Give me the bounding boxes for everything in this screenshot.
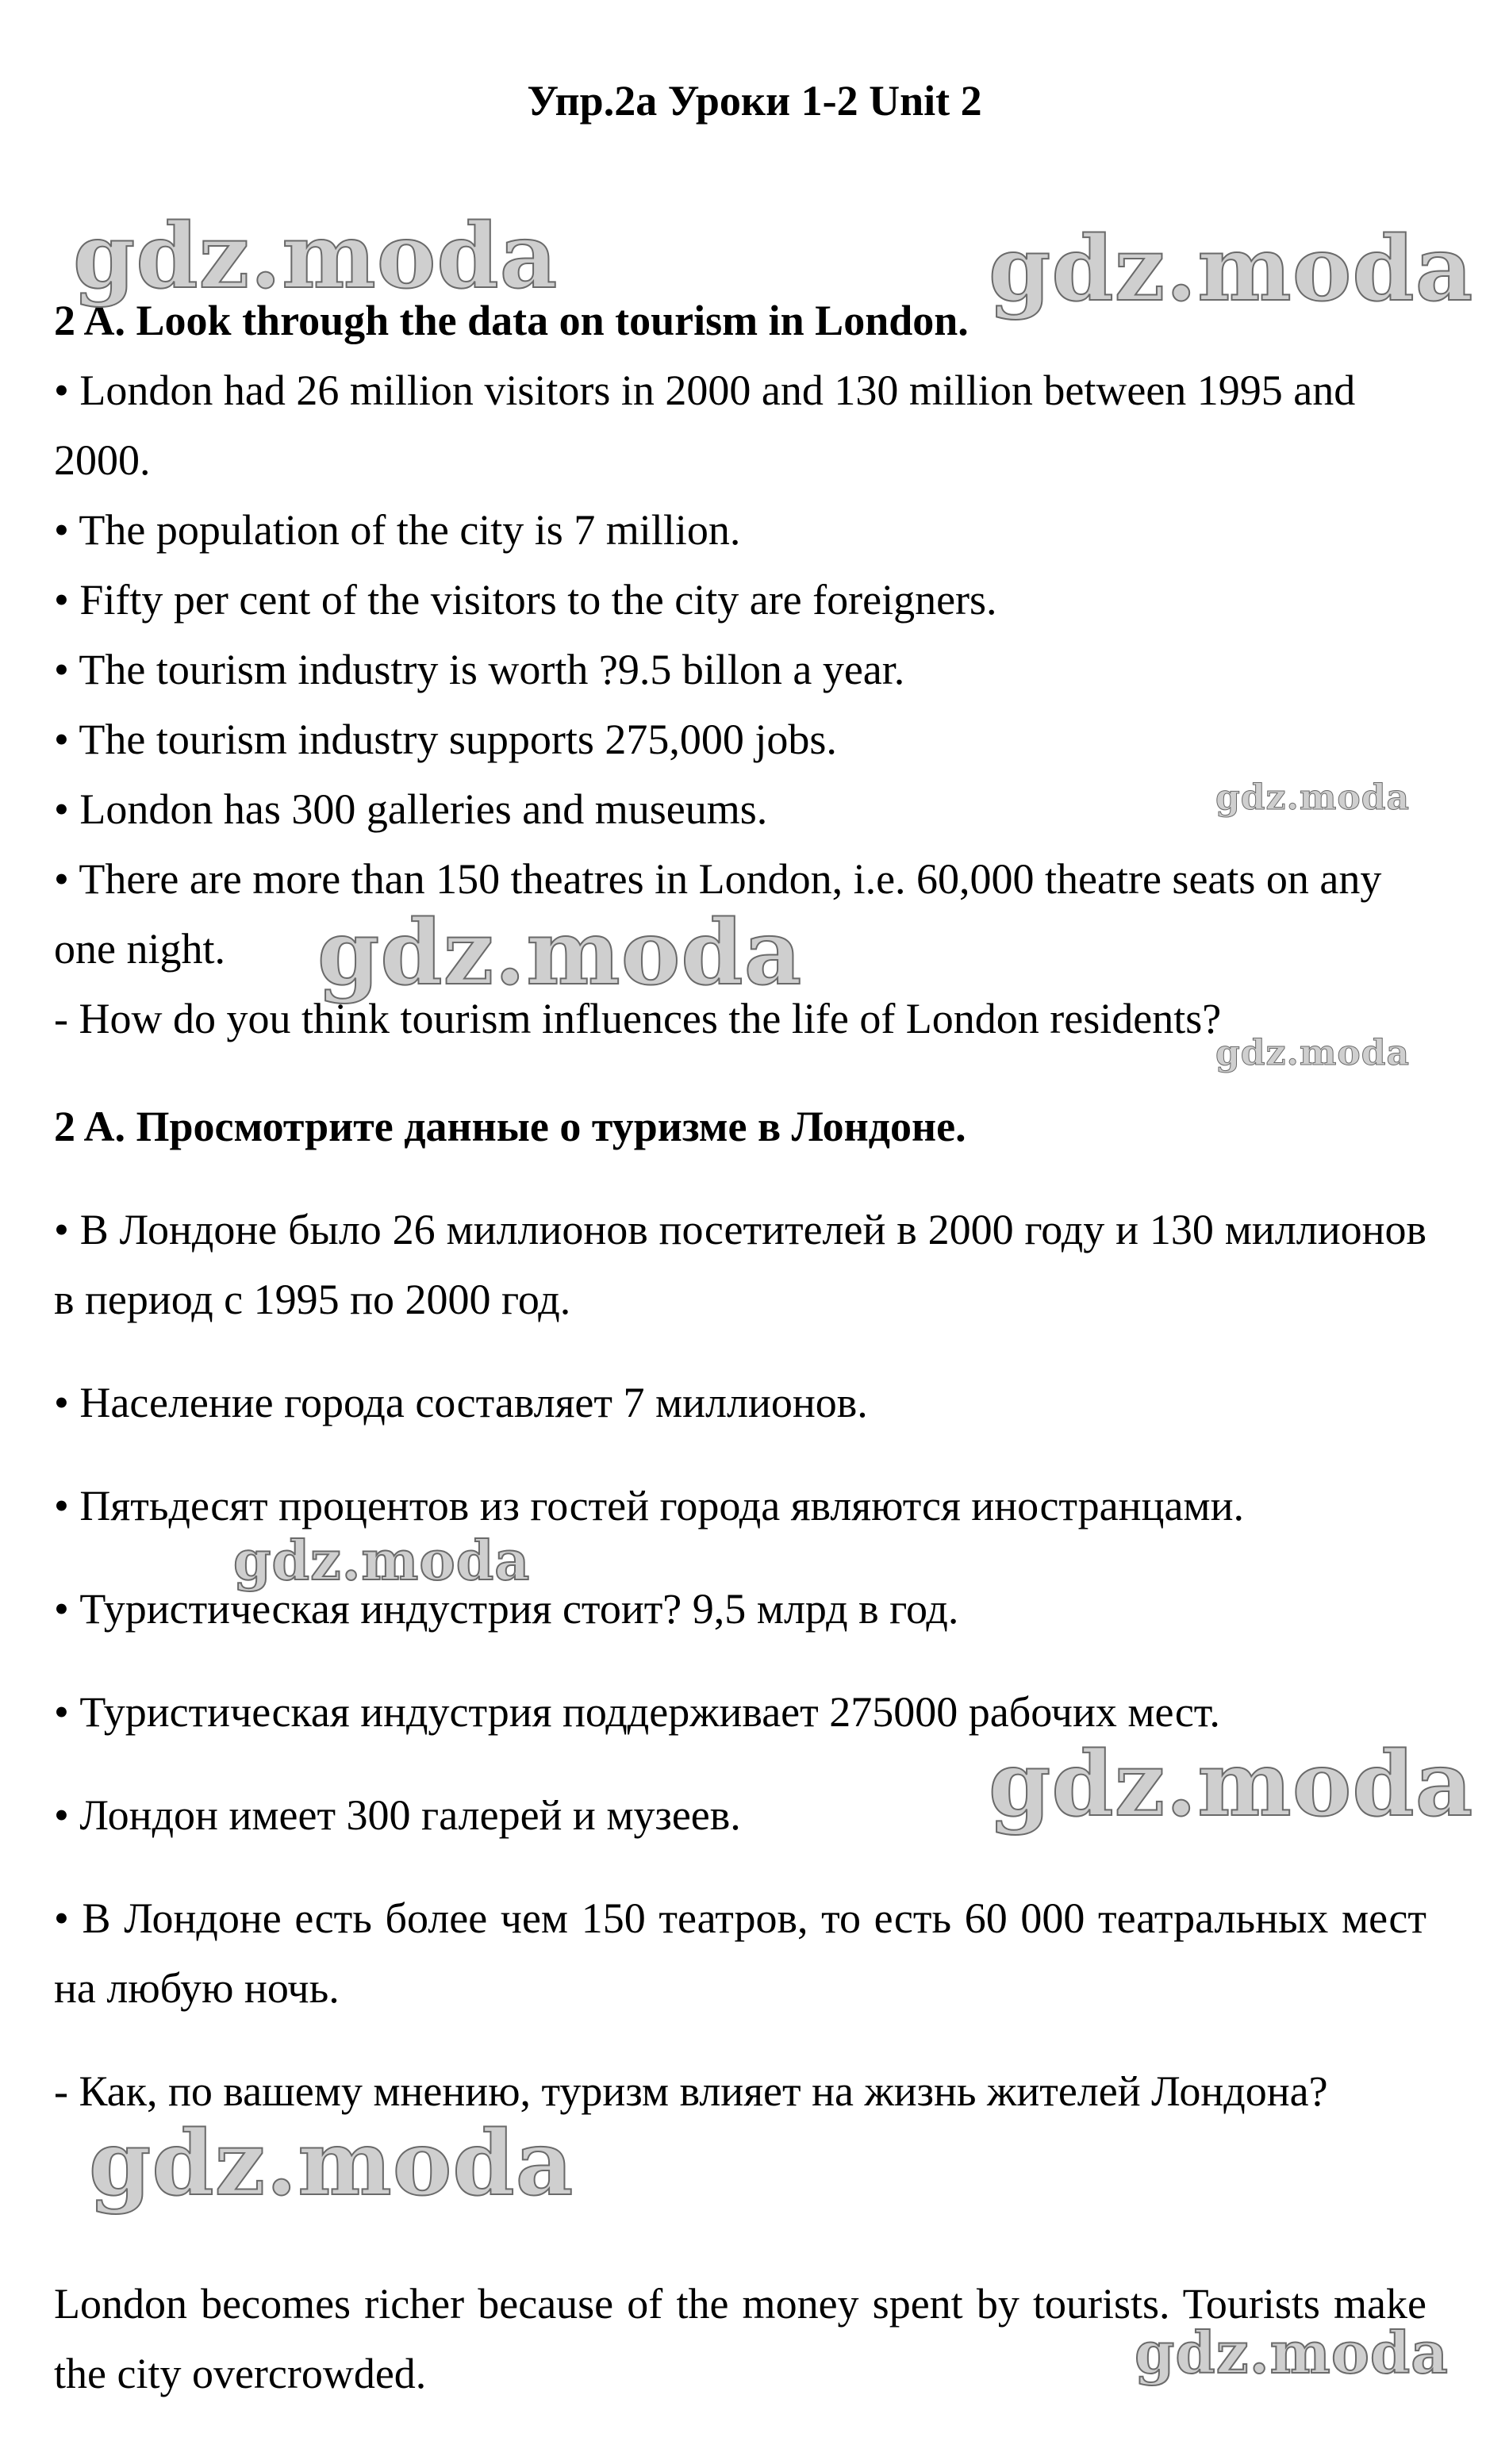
russian-item-2: • Население города составляет 7 миллионов.: [54, 1379, 868, 1426]
watermark-2: gdz.moda: [989, 217, 1474, 321]
english-question: - How do you think tourism influences the life of London residents?: [54, 995, 1222, 1042]
english-item-6: • London has 300 galleries and museums.: [54, 785, 768, 833]
russian-question: - Как, по вашему мнению, туризм влияет на жизнь жителей Лондона?: [54, 2067, 1328, 2115]
watermark-8: gdz.moda: [89, 2112, 574, 2216]
english-heading: 2 A. Look through the data on tourism in London.: [54, 297, 969, 344]
english-item-5: • The tourism industry supports 275,000 jobs.: [54, 716, 837, 763]
english-item-2: • The population of the city is 7 million.: [54, 506, 741, 554]
page-title: Упр.2а Уроки 1-2 Unit 2: [527, 77, 982, 125]
russian-item-6: • Лондон имеет 300 галерей и музеев.: [54, 1791, 741, 1839]
english-item-3: • Fifty per cent of the visitors to the city are foreigners.: [54, 576, 997, 624]
russian-section: [54, 1092, 1426, 2126]
watermark-7: gdz.moda: [989, 1733, 1474, 1836]
watermark-1: gdz.moda: [73, 205, 559, 309]
watermark-5: gdz.moda: [1215, 1033, 1411, 1073]
watermark-9: gdz.moda: [1135, 2319, 1449, 2386]
russian-item-7: • В Лондоне есть более чем 150 театров, то есть 60 000 театральных мест на любую ночь.: [54, 1894, 1426, 2012]
english-item-7: • There are more than 150 theatres in London, i.e. 60,000 theatre seats on any one night.: [54, 855, 1382, 973]
english-item-4: • The tourism industry is worth ?9.5 billon a year.: [54, 646, 905, 693]
answer-text: London becomes richer because of the money spent by tourists. Tourists make the city overcrowded.: [54, 2280, 1426, 2397]
russian-item-1: • В Лондоне было 26 миллионов посетителей в 2000 году и 130 миллионов в период с 1995 по 2000 год.: [54, 1206, 1426, 1323]
english-item-1: • London had 26 million visitors in 2000 and 130 million between 1995 and 2000.: [54, 367, 1356, 484]
russian-heading: 2 A. Просмотрите данные о туризме в Лондоне.: [54, 1103, 966, 1150]
russian-item-5: • Туристическая индустрия поддерживает 275000 рабочих мест.: [54, 1688, 1220, 1736]
watermark-6: gdz.moda: [233, 1529, 531, 1593]
russian-item-3: • Пятьдесят процентов из гостей города являются иностранцами.: [54, 1482, 1244, 1529]
russian-item-4: • Туристическая индустрия стоит? 9,5 млрд в год.: [54, 1585, 959, 1633]
watermark-3: gdz.moda: [1215, 777, 1411, 818]
watermark-4: gdz.moda: [317, 901, 803, 1005]
